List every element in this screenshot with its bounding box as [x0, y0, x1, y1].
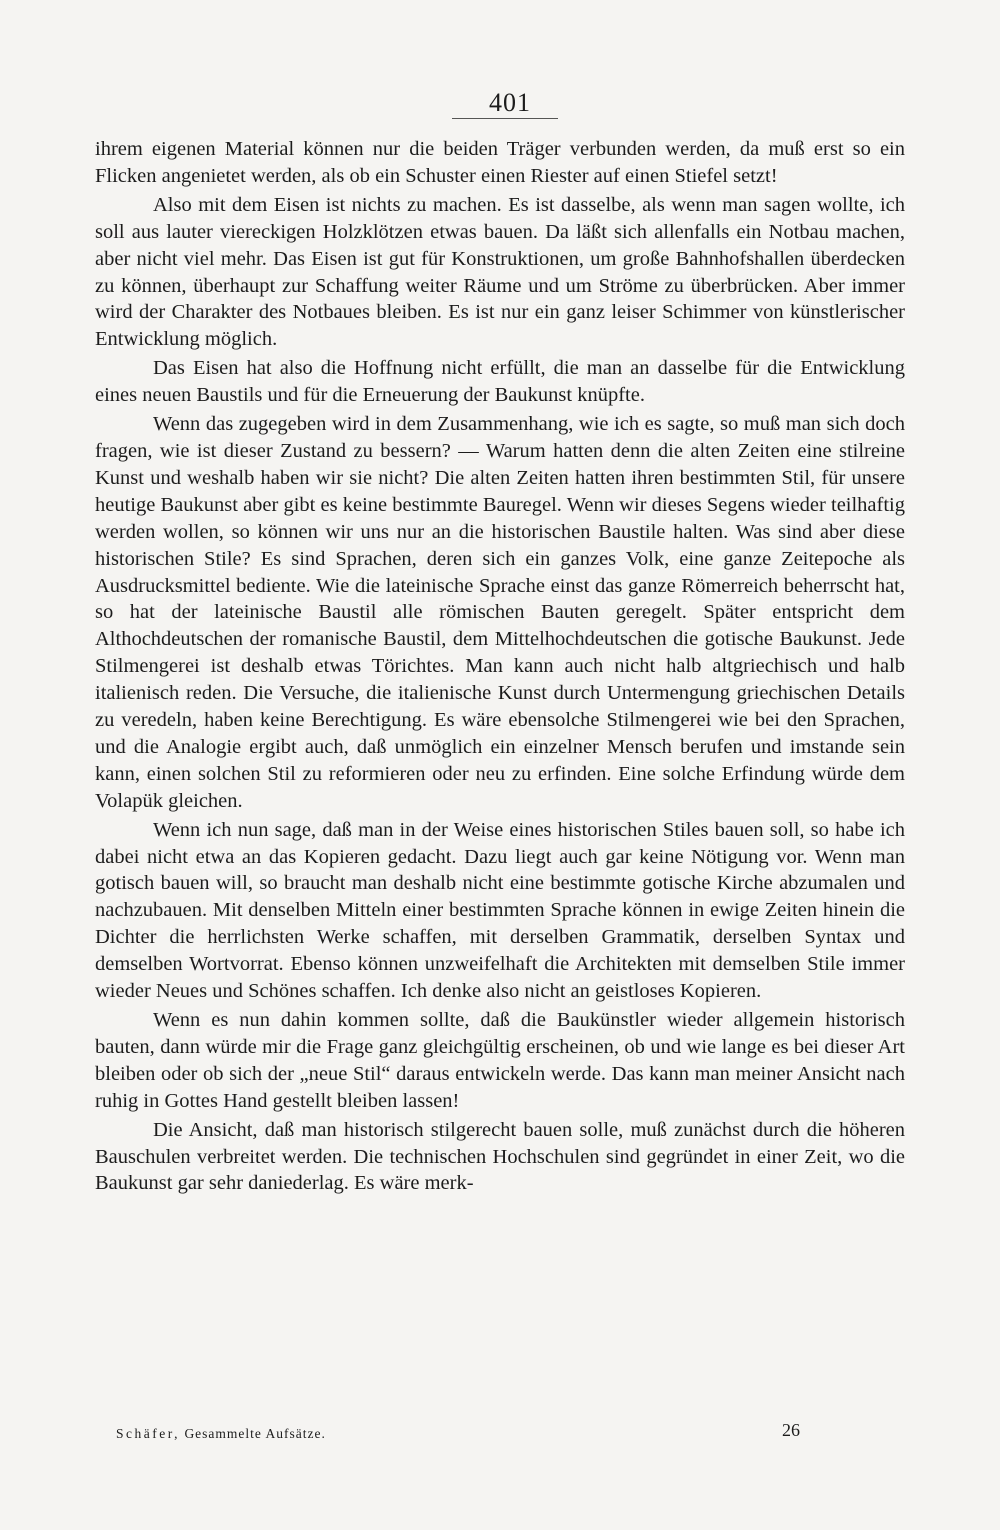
paragraph-2: Also mit dem Eisen ist nichts zu machen. Es ist dasselbe, als wenn man sagen wollte, ich soll aus lauter viereckigen Holzklötzen etwas bauen. Da läßt sich allenfalls ein Notbau machen, aber nicht viel mehr. Das Eisen ist gut für Konstruktionen, um große Bahnhofshallen überdecken zu können, überhaupt zur Schaffung weiter Räume und um Ströme zu überbrücken. Aber immer wird der Charakter des Notbaues bleiben. Es ist nur ein ganz leiser Schimmer von künstlerischer Entwicklung möglich. — [95, 193, 905, 351]
paragraph-5: Wenn ich nun sage, daß man in der Weise eines historischen Stiles bauen soll, so habe ich dabei nicht etwa an das Kopieren gedacht. Dazu liegt auch gar keine Nötigung vor. Wenn man gotisch bauen will, so braucht man deshalb nicht eine bestimmte gotische Kirche abzumalen und nachzubauen. Mit denselben Mitteln einer bestimmten Sprache können in ewige Zeiten hinein die Dichter die herrlichsten Werke schaffen, mit derselben Grammatik, derselben Syntax und demselben Wortvorrat. Ebenso können unzweifelhaft die Architekten mit demselben Stile immer wieder Neues und Schönes schaffen. Ich denke also nicht an geistloses Kopieren. — [95, 818, 905, 1003]
sheet-number: 26 — [782, 1420, 800, 1440]
paragraph-6: Wenn es nun dahin kommen sollte, daß die Baukünstler wieder allgemein historisch bauten, dann würde mir die Frage ganz gleichgültig erscheinen, ob und wie lange es bei dieser Art bleiben oder ob sich der „neue Stil“ daraus entwickeln werde. Das kann man meiner Ansicht nach ruhig in Gottes Hand gestellt bleiben lassen! — [95, 1009, 905, 1112]
page-number-rule — [452, 118, 558, 119]
paragraph-7: Die Ansicht, daß man historisch stilgerecht bauen solle, muß zunächst durch die höheren Bauschulen verbreitet werden. Die technischen Hochschulen sind gegründet in einer Zeit, wo die Baukunst gar sehr daniederlag. Es wäre merk- — [95, 1118, 905, 1195]
body-text — [95, 136, 905, 1199]
paragraph-1: ihrem eigenen Material können nur die beiden Träger verbunden werden, da muß erst so ein Flicken angenietet werden, als ob ein Schuster einen Riester auf einen Stiefel setzt! — [95, 138, 905, 187]
footer-author: Schäfer, — [116, 1426, 181, 1441]
footer-signature — [116, 1426, 326, 1442]
paragraph-3: Das Eisen hat also die Hoffnung nicht erfüllt, die man an dasselbe für die Entwicklung eines neuen Baustils und für die Erneuerung der Baukunst knüpfte. — [95, 357, 905, 407]
page-number: 401 — [489, 88, 531, 117]
footer-title: Gesammelte Aufsätze. — [184, 1426, 326, 1441]
paragraph-4: Wenn das zugegeben wird in dem Zusammenhang, wie ich es sagte, so muß man sich doch fragen, wie ist dieser Zustand zu bessern? — Warum hatten denn die alten Zeiten eine stilreine Kunst und weshalb haben wir sie nicht? Die alten Zeiten hatten ihren bestimmten Stil, für unsere heutige Baukunst aber gibt es keine bestimmte Bauregel. Wenn wir dieses Segens wieder teilhaftig werden wollen, so können wir uns nur an die historischen Baustile halten. Was sind aber diese historischen Stile? Es sind Sprachen, deren sich ein ganzes Volk, eine ganze Zeitepoche als Ausdrucksmittel bediente. Wie die lateinische Sprache einst das ganze Römerreich beherrscht hat, so hat der lateinische Baustil alle römischen Bauten geregelt. Später entspricht dem Althochdeutschen der romanische Baustil, dem Mittelhochdeutschen die gotische Baukunst. Jede Stilmengerei ist deshalb etwas Törichtes. Man kann auch nicht halb altgriechisch und halb italienisch reden. Die Versuche, die italienische Kunst durch Untermengung griechischen Details zu veredeln, haben keine Berechtigung. Es wäre ebensolche Stilmengerei wie bei den Sprachen, und die Analogie ergibt auch, daß unmöglich ein einzelner Mensch berufen und imstande sein kann, einen solchen Stil zu reformieren oder neu zu erfinden. Eine solche Erfindung würde dem Volapük gleichen. — [95, 413, 905, 812]
